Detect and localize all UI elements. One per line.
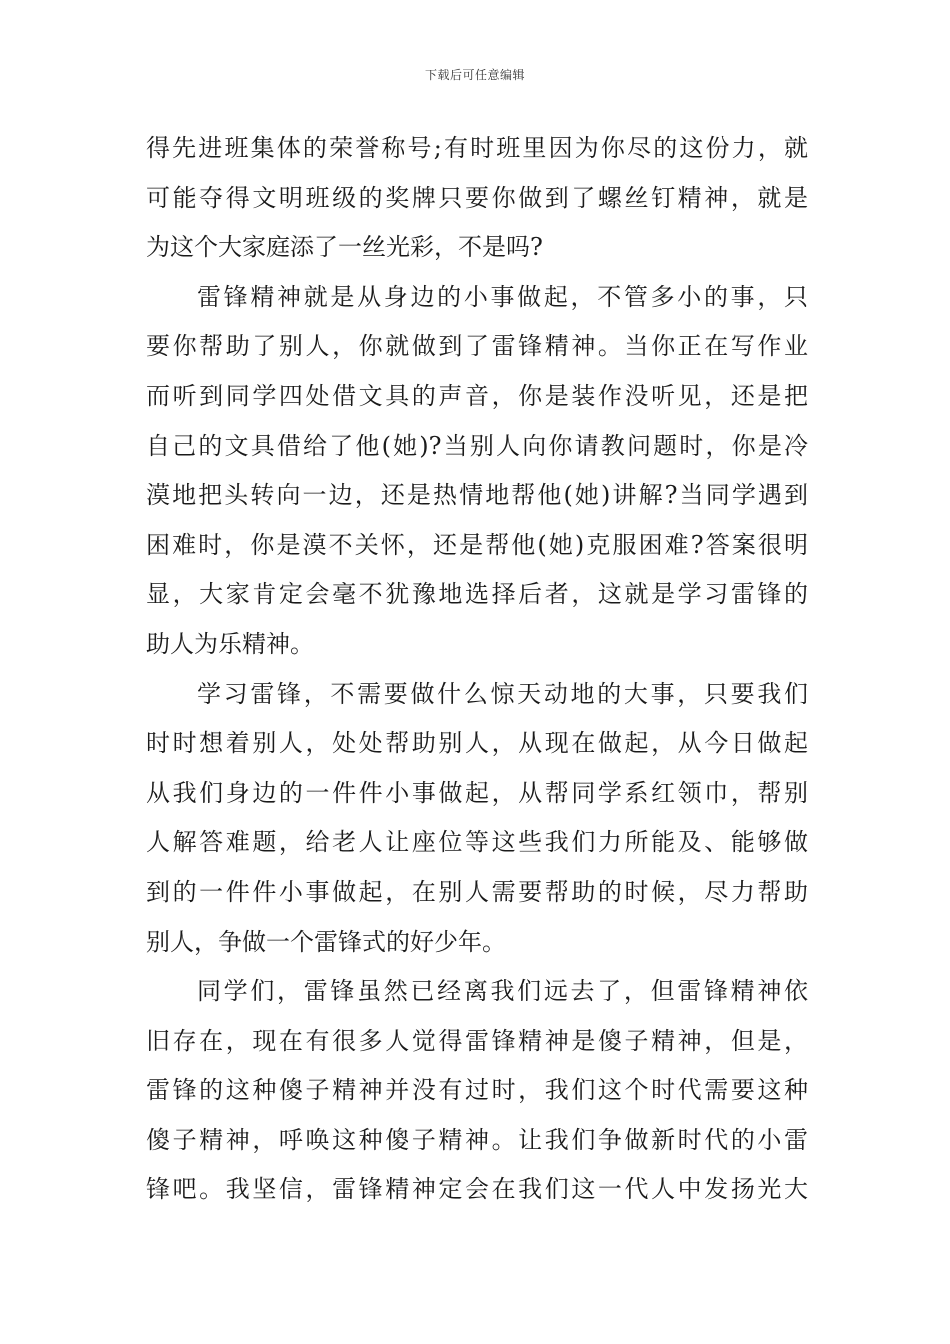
text-line: 别人，争做一个雷锋式的好少年。 (146, 927, 506, 956)
text-line: 自己的文具借给了他(她)?当别人向你请教问题时，你是冷 (146, 431, 808, 460)
text-line: 雷锋的这种傻子精神并没有过时，我们这个时代需要这种 (146, 1076, 808, 1105)
text-line: 显，大家肯定会毫不犹豫地选择后者，这就是学习雷锋的 (146, 580, 808, 609)
text-line: 旧存在，现在有很多人觉得雷锋精神是傻子精神，但是， (146, 1026, 808, 1055)
paragraph (146, 967, 808, 1215)
text-line: 雷锋精神就是从身边的小事做起，不管多小的事，只 (197, 282, 808, 311)
document-body (146, 124, 808, 1215)
text-line: 人解答难题，给老人让座位等这些我们力所能及、能够做 (146, 828, 808, 857)
paragraph (146, 670, 808, 968)
text-line: 可能夺得文明班级的奖牌只要你做到了螺丝钉精神，就是 (146, 183, 808, 212)
text-line: 从我们身边的一件件小事做起，从帮同学系红领巾，帮别 (146, 778, 808, 807)
text-line: 困难时，你是漠不关怀，还是帮他(她)克服困难?答案很明 (146, 530, 808, 559)
text-line: 而听到同学四处借文具的声音，你是装作没听见，还是把 (146, 381, 808, 410)
text-line: 傻子精神，呼唤这种傻子精神。让我们争做新时代的小雷 (146, 1125, 808, 1154)
text-line: 得先进班集体的荣誉称号;有时班里因为你尽的这份力，就 (146, 134, 808, 162)
text-line: 为这个大家庭添了一丝光彩，不是吗? (146, 233, 543, 262)
text-line: 助人为乐精神。 (146, 629, 314, 658)
text-line: 锋吧。我坚信，雷锋精神定会在我们这一代人中发扬光大 (146, 1175, 808, 1204)
text-line: 漠地把头转向一边，还是热情地帮他(她)讲解?当同学遇到 (146, 481, 808, 510)
text-line: 学习雷锋，不需要做什么惊天动地的大事，只要我们 (197, 679, 808, 708)
text-line: 到的一件件小事做起，在别人需要帮助的时候，尽力帮助 (146, 877, 808, 906)
paragraph (146, 273, 808, 670)
text-line: 同学们，雷锋虽然已经离我们远去了，但雷锋精神依 (197, 977, 808, 1006)
text-line: 时时想着别人，处处帮助别人，从现在做起，从今日做起 (146, 729, 808, 758)
text-line: 要你帮助了别人，你就做到了雷锋精神。当你正在写作业 (146, 332, 808, 361)
paragraph (146, 124, 808, 273)
page-header-note: 下载后可任意编辑 (424, 68, 525, 82)
